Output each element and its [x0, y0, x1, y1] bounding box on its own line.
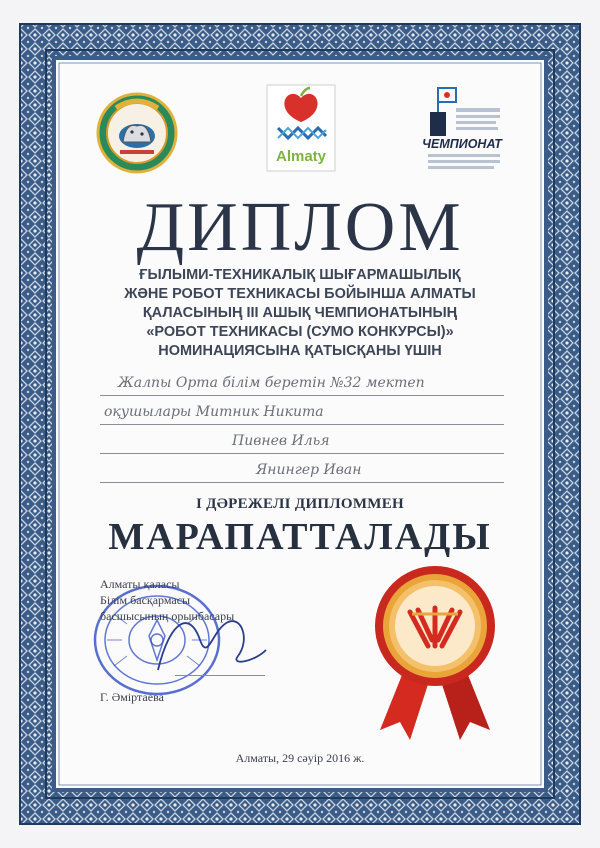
position-line: Алматы қаласы: [100, 577, 180, 591]
award-reason: [80, 266, 520, 361]
month: сәуір: [297, 751, 324, 765]
reason-line: «РОБОТ ТЕХНИКАСЫ (СУМО КОНКУРСЫ)»: [146, 324, 454, 340]
year-suffix: ж.: [353, 751, 365, 765]
handwritten-student-2: Пивнев Илья: [232, 433, 330, 449]
handwritten-student-3: Янингер Иван: [256, 462, 362, 478]
handwritten-student-1: оқушылары Митник Никита: [104, 404, 324, 420]
position-line: басшысының орынбасары: [100, 609, 235, 623]
signature-position: [100, 576, 234, 624]
almaty-city-logo-icon: [266, 84, 336, 172]
almaty-coat-of-arms-icon: [96, 92, 178, 174]
fill-line: [100, 482, 504, 483]
degree-text: I ДӘРЕЖЕЛІ ДИПЛОММЕН: [195, 496, 405, 512]
championship-logo-icon: [420, 86, 506, 178]
year: 2016: [326, 751, 351, 765]
rosette-medal-icon: [360, 560, 510, 740]
position-line: Білім басқармасы: [100, 593, 191, 607]
fill-line: [100, 424, 504, 425]
reason-line: ЖӘНЕ РОБОТ ТЕХНИКАСЫ БОЙЫНША АЛМАТЫ: [124, 286, 476, 302]
signature-line: [175, 675, 265, 676]
reason-line: НОМИНАЦИЯСЫНА ҚАТЫСҚАНЫ ҮШІН: [158, 343, 442, 359]
fill-line: [100, 453, 504, 454]
awarded-text: МАРАПАТТАЛАДЫ: [108, 516, 492, 558]
reason-line: ҒЫЛЫМИ-ТЕХНИКАЛЫҚ ШЫҒАРМАШЫЛЫҚ: [139, 267, 461, 283]
place-and-date: [0, 751, 600, 766]
championship-logo-text: ЧЕМПИОНАТ: [422, 137, 502, 151]
almaty-logo-text: Almaty: [275, 148, 327, 165]
fill-line: [100, 395, 504, 396]
place: Алматы,: [235, 751, 280, 765]
signer-name: Г. Әміртаева: [100, 690, 164, 704]
reason-line: ҚАЛАСЫНЫҢ III АШЫҚ ЧЕМПИОНАТЫНЫҢ: [142, 305, 458, 321]
handwritten-school: Жалпы Орта білім беретін №32 мектеп: [118, 375, 425, 391]
day: 29: [282, 751, 295, 765]
diploma-title: ДИПЛОМ: [136, 189, 464, 266]
